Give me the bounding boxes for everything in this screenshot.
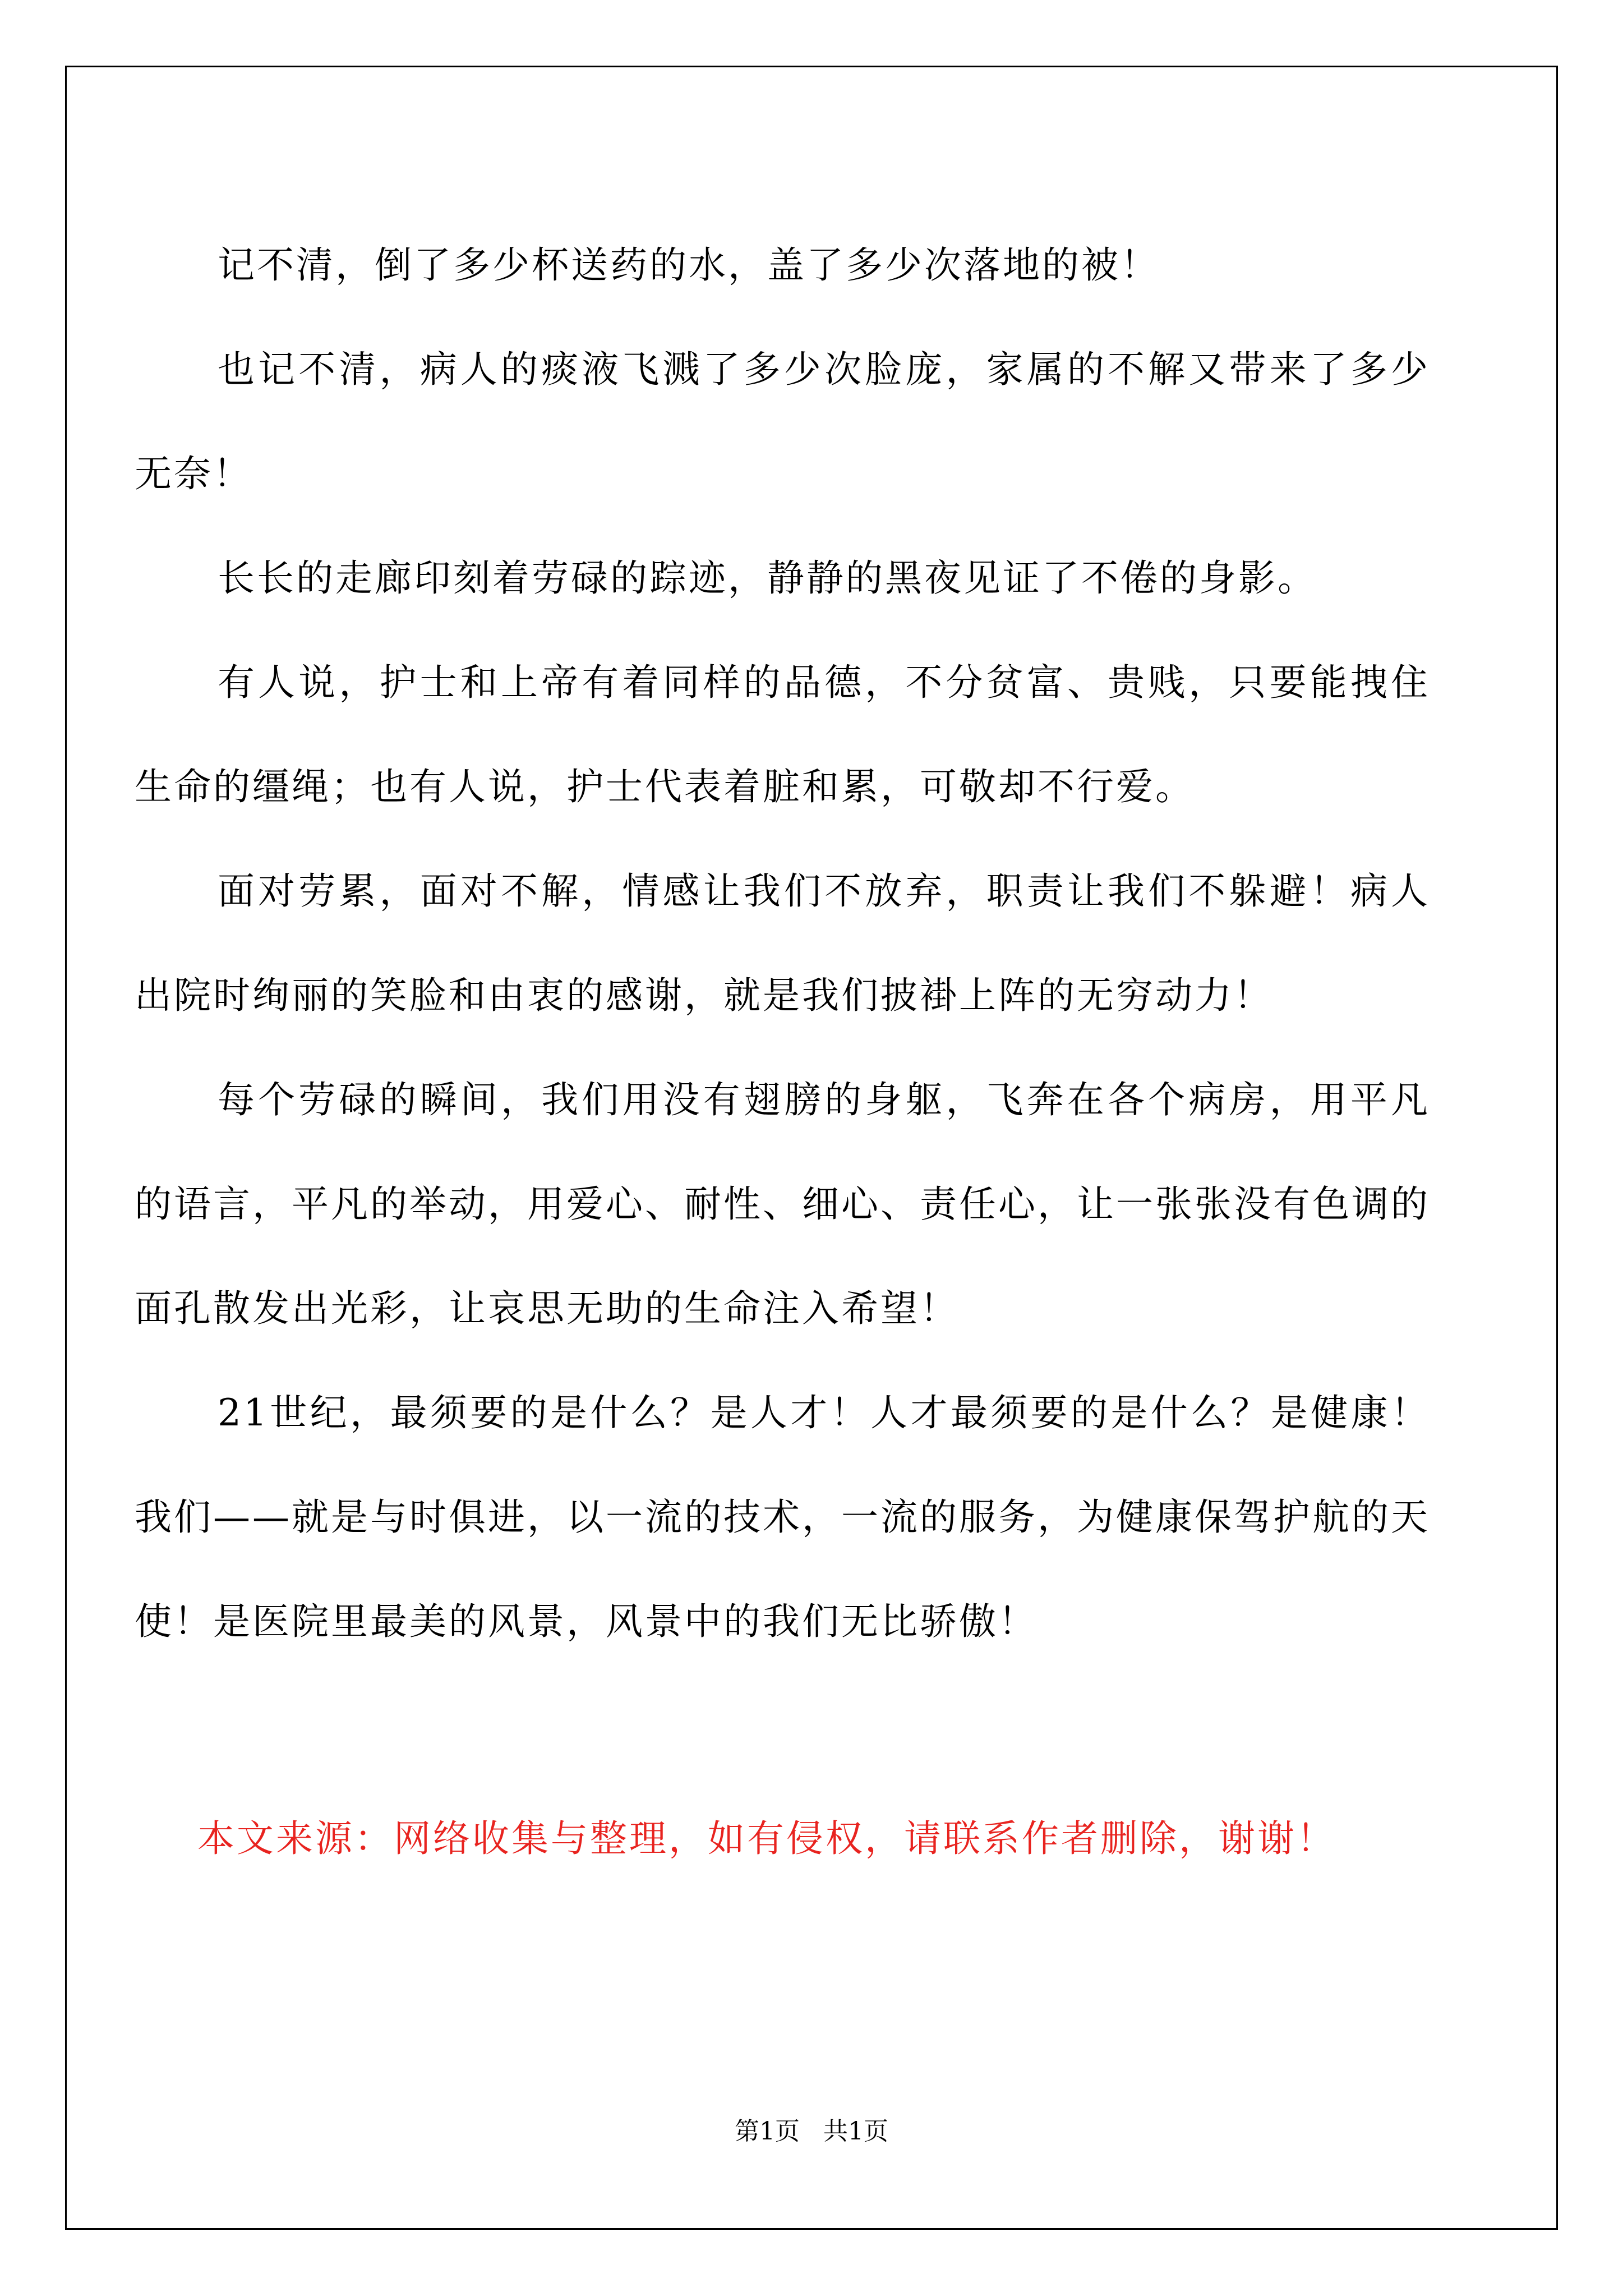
page-footer: 第1页 共1页 <box>735 2117 888 2146</box>
paragraph: 有人说，护士和上帝有着同样的品德，不分贫富、贵贱，只要能拽住生命的缰绳；也有人说，护士代表着脏和累，可敬却不行爱。 <box>135 661 1430 808</box>
document-body <box>135 213 1430 1674</box>
paragraph: 面对劳累，面对不解，情感让我们不放弃，职责让我们不躲避！病人出院时绚丽的笑脸和由衷的感谢，就是我们披褂上阵的无穷动力！ <box>135 869 1430 1017</box>
paragraph: 每个劳碌的瞬间，我们用没有翅膀的身躯，飞奔在各个病房，用平凡的语言，平凡的举动，用爱心、耐性、细心、责任心，让一张张没有色调的面孔散发出光彩，让哀思无助的生命注入希望！ <box>135 1078 1430 1330</box>
source-note: 本文来源：网络收集与整理，如有侵权，请联系作者删除，谢谢！ <box>197 1817 1336 1860</box>
paragraph: 也记不清，病人的痰液飞溅了多少次脸庞，家属的不解又带来了多少无奈！ <box>135 348 1430 495</box>
paragraph: 长长的走廊印刻着劳碌的踪迹，静静的黑夜见证了不倦的身影。 <box>218 556 1317 600</box>
paragraph: 21世纪，最须要的是什么？是人才！人才最须要的是什么？是健康！我们——就是与时俱进，以一流的技术，一流的服务，为健康保驾护航的天使！是医院里最美的风景，风景中的我们无比骄傲！ <box>135 1391 1430 1643</box>
paragraph: 记不清，倒了多少杯送药的水，盖了多少次落地的被！ <box>218 243 1160 287</box>
